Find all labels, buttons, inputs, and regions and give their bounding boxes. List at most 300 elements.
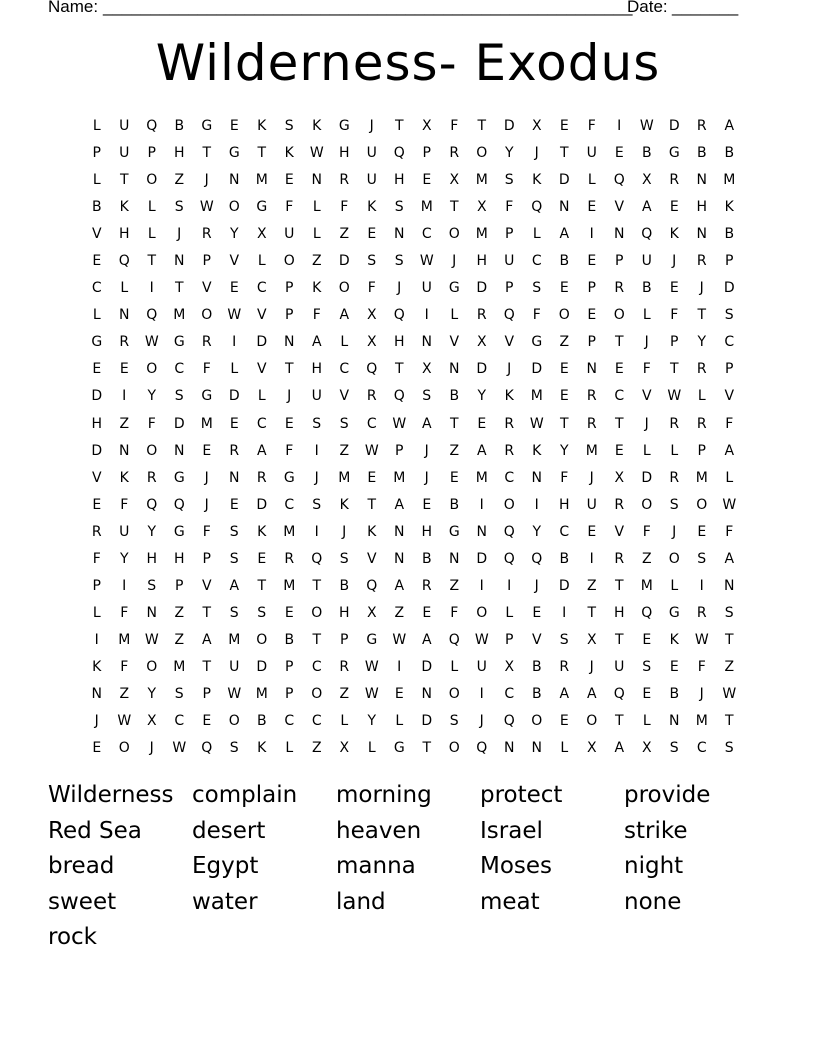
grid-letter[interactable]: R	[696, 361, 707, 378]
grid-letter[interactable]: M	[200, 415, 213, 432]
grid-letter[interactable]: G	[448, 523, 460, 540]
grid-letter[interactable]: N	[724, 577, 735, 594]
grid-letter[interactable]: A	[394, 577, 405, 594]
grid-letter[interactable]: F	[367, 280, 376, 297]
grid-letter[interactable]: E	[229, 415, 239, 432]
grid-letter[interactable]: G	[201, 118, 213, 134]
grid-letter[interactable]: F	[340, 199, 349, 216]
grid-letter[interactable]: C	[311, 658, 322, 675]
grid-letter[interactable]: H	[146, 550, 158, 567]
grid-letter[interactable]: H	[696, 199, 708, 216]
grid-letter[interactable]: E	[559, 118, 569, 134]
grid-letter[interactable]: H	[393, 334, 405, 351]
grid-letter[interactable]: E	[587, 253, 597, 270]
grid-letter[interactable]: A	[724, 550, 735, 567]
grid-letter[interactable]: A	[421, 415, 432, 432]
grid-letter[interactable]: Q	[503, 307, 515, 324]
grid-letter[interactable]: G	[201, 388, 213, 405]
grid-letter[interactable]: O	[448, 740, 460, 757]
grid-letter[interactable]: Q	[201, 740, 213, 757]
grid-letter[interactable]: J	[589, 469, 594, 486]
grid-letter[interactable]: T	[257, 145, 267, 162]
grid-letter[interactable]: N	[669, 713, 680, 730]
grid-letter[interactable]: F	[120, 496, 129, 513]
grid-letter[interactable]: J	[149, 740, 154, 757]
grid-letter[interactable]: W	[722, 685, 737, 702]
grid-letter[interactable]: Y	[147, 388, 157, 405]
grid-letter[interactable]: X	[641, 172, 652, 189]
grid-letter[interactable]: R	[284, 550, 295, 567]
grid-letter[interactable]: B	[449, 388, 460, 405]
grid-letter[interactable]: O	[531, 713, 543, 730]
grid-letter[interactable]: N	[119, 442, 130, 459]
grid-letter[interactable]: K	[367, 523, 377, 540]
grid-letter[interactable]: N	[119, 307, 130, 324]
grid-letter[interactable]: U	[614, 658, 625, 675]
grid-letter[interactable]: B	[641, 145, 652, 162]
grid-letter[interactable]: R	[614, 550, 625, 567]
grid-letter[interactable]: Z	[174, 604, 185, 621]
grid-letter[interactable]: G	[448, 280, 460, 297]
grid-letter[interactable]: W	[227, 307, 242, 324]
grid-letter[interactable]: S	[284, 118, 294, 134]
grid-letter[interactable]: R	[559, 658, 570, 675]
grid-letter[interactable]: T	[367, 496, 377, 513]
grid-letter[interactable]: S	[642, 658, 652, 675]
grid-letter[interactable]: L	[285, 740, 294, 757]
grid-letter[interactable]: I	[479, 685, 484, 702]
grid-letter[interactable]: D	[531, 361, 543, 378]
grid-letter[interactable]: N	[311, 172, 322, 189]
grid-letter[interactable]: X	[476, 199, 487, 216]
grid-letter[interactable]: J	[589, 658, 594, 675]
grid-letter[interactable]: E	[587, 307, 597, 324]
grid-letter[interactable]: J	[204, 469, 209, 486]
grid-letter[interactable]: S	[394, 199, 404, 216]
grid-letter[interactable]: W	[529, 415, 544, 432]
grid-letter[interactable]: U	[366, 145, 377, 162]
grid-letter[interactable]: R	[669, 469, 680, 486]
grid-letter[interactable]: F	[312, 307, 321, 324]
grid-letter[interactable]: R	[504, 442, 515, 459]
grid-letter[interactable]: Q	[146, 496, 158, 513]
grid-letter[interactable]: T	[449, 415, 459, 432]
grid-letter[interactable]: K	[92, 658, 102, 675]
grid-letter[interactable]: M	[475, 226, 488, 243]
grid-letter[interactable]: G	[91, 334, 103, 351]
grid-letter[interactable]: R	[586, 415, 597, 432]
grid-letter[interactable]: V	[256, 361, 267, 378]
grid-letter[interactable]: P	[202, 253, 211, 270]
grid-letter[interactable]: Q	[476, 740, 488, 757]
grid-letter[interactable]: J	[672, 253, 677, 270]
grid-letter[interactable]: E	[257, 550, 267, 567]
grid-letter[interactable]: J	[94, 713, 99, 730]
grid-letter[interactable]: C	[724, 334, 735, 351]
grid-letter[interactable]: Y	[697, 334, 707, 351]
grid-letter[interactable]: O	[146, 361, 158, 378]
grid-letter[interactable]: P	[175, 577, 184, 594]
grid-letter[interactable]: M	[173, 658, 186, 675]
grid-letter[interactable]: F	[147, 415, 156, 432]
grid-letter[interactable]: D	[723, 280, 735, 297]
grid-letter[interactable]: D	[558, 172, 570, 189]
grid-letter[interactable]: M	[283, 577, 296, 594]
grid-letter[interactable]: M	[338, 469, 351, 486]
grid-letter[interactable]: O	[256, 631, 268, 648]
grid-letter[interactable]: S	[174, 388, 184, 405]
grid-letter[interactable]: M	[695, 713, 708, 730]
grid-letter[interactable]: Q	[393, 307, 405, 324]
grid-letter[interactable]: P	[92, 145, 101, 162]
grid-letter[interactable]: L	[147, 226, 156, 243]
grid-letter[interactable]: D	[91, 388, 103, 405]
grid-letter[interactable]: V	[614, 523, 625, 540]
grid-letter[interactable]: F	[697, 658, 706, 675]
grid-letter[interactable]: C	[256, 415, 267, 432]
grid-letter[interactable]: V	[724, 388, 735, 405]
grid-letter[interactable]: Q	[366, 361, 378, 378]
grid-letter[interactable]: O	[641, 496, 653, 513]
grid-letter[interactable]: I	[424, 307, 429, 324]
grid-letter[interactable]: R	[201, 334, 212, 351]
grid-letter[interactable]: L	[230, 361, 239, 378]
grid-letter[interactable]: H	[118, 226, 130, 243]
grid-letter[interactable]: W	[639, 118, 654, 134]
grid-letter[interactable]: B	[531, 658, 542, 675]
grid-letter[interactable]: O	[311, 685, 323, 702]
grid-letter[interactable]: O	[448, 226, 460, 243]
grid-letter[interactable]: R	[586, 388, 597, 405]
grid-letter[interactable]: R	[119, 334, 130, 351]
grid-letter[interactable]: I	[699, 577, 704, 594]
grid-letter[interactable]: D	[421, 713, 433, 730]
grid-letter[interactable]: N	[696, 226, 707, 243]
grid-letter[interactable]: M	[255, 685, 268, 702]
grid-letter[interactable]: T	[312, 631, 322, 648]
grid-letter[interactable]: X	[366, 307, 377, 324]
grid-letter[interactable]: W	[144, 631, 159, 648]
grid-letter[interactable]: H	[173, 145, 185, 162]
grid-letter[interactable]: G	[366, 631, 378, 648]
grid-letter[interactable]: A	[614, 740, 625, 757]
grid-letter[interactable]: X	[146, 713, 157, 730]
grid-letter[interactable]: R	[696, 604, 707, 621]
grid-letter[interactable]: L	[670, 577, 679, 594]
grid-letter[interactable]: E	[642, 631, 652, 648]
grid-letter[interactable]: K	[119, 469, 129, 486]
grid-letter[interactable]: Q	[503, 523, 515, 540]
grid-letter[interactable]: I	[589, 226, 594, 243]
grid-letter[interactable]: J	[507, 361, 512, 378]
grid-letter[interactable]: V	[229, 253, 240, 270]
grid-letter[interactable]: X	[614, 469, 625, 486]
grid-letter[interactable]: E	[284, 415, 294, 432]
grid-letter[interactable]: P	[505, 280, 514, 297]
grid-letter[interactable]: W	[667, 388, 682, 405]
grid-letter[interactable]: J	[369, 118, 374, 134]
grid-letter[interactable]: S	[724, 604, 734, 621]
grid-letter[interactable]: O	[696, 496, 708, 513]
grid-letter[interactable]: Z	[339, 226, 350, 243]
grid-letter[interactable]: A	[559, 685, 570, 702]
grid-letter[interactable]: B	[174, 118, 185, 134]
grid-letter[interactable]: E	[669, 658, 679, 675]
grid-letter[interactable]: O	[476, 604, 488, 621]
grid-letter[interactable]: N	[229, 172, 240, 189]
grid-letter[interactable]: J	[699, 685, 704, 702]
grid-letter[interactable]: X	[504, 658, 515, 675]
grid-letter[interactable]: X	[421, 361, 432, 378]
grid-letter[interactable]: L	[92, 172, 101, 189]
grid-letter[interactable]: G	[173, 523, 185, 540]
grid-letter[interactable]: U	[119, 145, 130, 162]
grid-letter[interactable]: Q	[146, 118, 158, 134]
grid-letter[interactable]: N	[174, 253, 185, 270]
grid-letter[interactable]: T	[724, 713, 734, 730]
grid-letter[interactable]: U	[119, 523, 130, 540]
grid-letter[interactable]: M	[118, 631, 131, 648]
grid-letter[interactable]: L	[395, 713, 404, 730]
grid-letter[interactable]: G	[256, 199, 268, 216]
grid-letter[interactable]: L	[642, 307, 651, 324]
grid-letter[interactable]: K	[532, 172, 542, 189]
grid-letter[interactable]: Z	[394, 604, 405, 621]
grid-letter[interactable]: O	[338, 280, 350, 297]
grid-letter[interactable]: U	[586, 496, 597, 513]
grid-letter[interactable]: T	[724, 631, 734, 648]
grid-letter[interactable]: S	[367, 253, 377, 270]
grid-letter[interactable]: O	[146, 442, 158, 459]
grid-letter[interactable]: K	[257, 740, 267, 757]
grid-letter[interactable]: S	[174, 199, 184, 216]
grid-letter[interactable]: Q	[146, 307, 158, 324]
grid-letter[interactable]: Q	[531, 199, 543, 216]
grid-letter[interactable]: Y	[367, 713, 377, 730]
grid-letter[interactable]: L	[340, 334, 349, 351]
grid-letter[interactable]: E	[92, 361, 102, 378]
grid-letter[interactable]: R	[614, 280, 625, 297]
grid-letter[interactable]: G	[173, 334, 185, 351]
grid-letter[interactable]: S	[257, 604, 267, 621]
grid-letter[interactable]: K	[669, 631, 679, 648]
grid-letter[interactable]: T	[669, 361, 679, 378]
grid-letter[interactable]: K	[312, 118, 322, 134]
grid-letter[interactable]: R	[146, 469, 157, 486]
grid-letter[interactable]: X	[449, 172, 460, 189]
grid-letter[interactable]: E	[422, 172, 432, 189]
grid-letter[interactable]: H	[173, 550, 185, 567]
grid-letter[interactable]: K	[669, 226, 679, 243]
grid-letter[interactable]: H	[421, 523, 433, 540]
grid-letter[interactable]: E	[422, 496, 432, 513]
grid-letter[interactable]: L	[257, 388, 266, 405]
grid-letter[interactable]: L	[642, 442, 651, 459]
grid-letter[interactable]: N	[531, 740, 542, 757]
grid-letter[interactable]: R	[614, 496, 625, 513]
grid-letter[interactable]: N	[91, 685, 102, 702]
grid-letter[interactable]: B	[559, 253, 570, 270]
grid-letter[interactable]: Q	[366, 577, 378, 594]
grid-letter[interactable]: O	[476, 145, 488, 162]
grid-letter[interactable]: N	[394, 523, 405, 540]
grid-letter[interactable]: N	[586, 361, 597, 378]
grid-letter[interactable]: B	[724, 226, 735, 243]
grid-letter[interactable]: E	[394, 685, 404, 702]
name-field[interactable]: ________________________________________________________	[103, 0, 633, 16]
grid-letter[interactable]: L	[120, 280, 129, 297]
grid-letter[interactable]: T	[312, 577, 322, 594]
grid-letter[interactable]: D	[256, 658, 268, 675]
grid-letter[interactable]: B	[724, 145, 735, 162]
grid-letter[interactable]: P	[725, 253, 734, 270]
grid-letter[interactable]: T	[119, 172, 129, 189]
grid-letter[interactable]: J	[287, 388, 292, 405]
grid-letter[interactable]: L	[147, 199, 156, 216]
grid-letter[interactable]: W	[419, 253, 434, 270]
grid-letter[interactable]: R	[504, 415, 515, 432]
grid-letter[interactable]: I	[507, 577, 512, 594]
grid-letter[interactable]: F	[120, 658, 129, 675]
grid-letter[interactable]: R	[256, 469, 267, 486]
grid-letter[interactable]: C	[284, 496, 295, 513]
grid-letter[interactable]: I	[314, 442, 319, 459]
grid-letter[interactable]: D	[421, 658, 433, 675]
grid-letter[interactable]: J	[452, 253, 457, 270]
grid-letter[interactable]: S	[724, 740, 734, 757]
grid-letter[interactable]: M	[393, 469, 406, 486]
grid-letter[interactable]: F	[725, 415, 734, 432]
grid-letter[interactable]: H	[476, 253, 488, 270]
grid-letter[interactable]: K	[504, 388, 514, 405]
grid-letter[interactable]: N	[394, 226, 405, 243]
grid-letter[interactable]: J	[204, 496, 209, 513]
grid-letter[interactable]: E	[532, 604, 542, 621]
grid-letter[interactable]: Z	[119, 685, 130, 702]
grid-letter[interactable]: I	[397, 658, 402, 675]
grid-letter[interactable]: N	[421, 685, 432, 702]
grid-letter[interactable]: D	[173, 415, 185, 432]
grid-letter[interactable]: T	[614, 334, 624, 351]
grid-letter[interactable]: G	[393, 740, 405, 757]
grid-letter[interactable]: X	[531, 118, 542, 134]
grid-letter[interactable]: R	[339, 658, 350, 675]
grid-letter[interactable]: Q	[641, 226, 653, 243]
grid-letter[interactable]: M	[695, 469, 708, 486]
grid-letter[interactable]: A	[201, 631, 212, 648]
grid-letter[interactable]: A	[229, 577, 240, 594]
grid-letter[interactable]: T	[697, 307, 707, 324]
grid-letter[interactable]: S	[697, 550, 707, 567]
grid-letter[interactable]: H	[613, 604, 625, 621]
grid-letter[interactable]: L	[642, 713, 651, 730]
grid-letter[interactable]: O	[668, 550, 680, 567]
grid-letter[interactable]: X	[366, 604, 377, 621]
grid-letter[interactable]: W	[364, 685, 379, 702]
grid-letter[interactable]: D	[476, 550, 488, 567]
grid-letter[interactable]: T	[559, 145, 569, 162]
grid-letter[interactable]: O	[586, 713, 598, 730]
grid-letter[interactable]: Q	[613, 172, 625, 189]
grid-letter[interactable]: U	[586, 145, 597, 162]
grid-letter[interactable]: K	[724, 199, 734, 216]
grid-letter[interactable]: L	[505, 604, 514, 621]
grid-letter[interactable]: E	[449, 469, 459, 486]
grid-letter[interactable]: E	[559, 280, 569, 297]
grid-letter[interactable]: O	[311, 604, 323, 621]
grid-letter[interactable]: T	[587, 604, 597, 621]
grid-letter[interactable]: Z	[449, 577, 460, 594]
grid-letter[interactable]: W	[172, 740, 187, 757]
grid-letter[interactable]: A	[394, 496, 405, 513]
grid-letter[interactable]: E	[229, 496, 239, 513]
grid-letter[interactable]: P	[670, 334, 679, 351]
grid-letter[interactable]: L	[560, 740, 569, 757]
grid-letter[interactable]: V	[91, 469, 102, 486]
grid-letter[interactable]: B	[669, 685, 680, 702]
grid-letter[interactable]: D	[503, 118, 515, 134]
grid-letter[interactable]: P	[340, 631, 349, 648]
grid-letter[interactable]: Q	[641, 604, 653, 621]
grid-letter[interactable]: Z	[559, 334, 570, 351]
grid-letter[interactable]: V	[449, 334, 460, 351]
grid-letter[interactable]: L	[92, 307, 101, 324]
grid-letter[interactable]: L	[257, 253, 266, 270]
grid-letter[interactable]: G	[338, 118, 350, 134]
grid-letter[interactable]: P	[202, 550, 211, 567]
grid-letter[interactable]: I	[122, 388, 127, 405]
grid-letter[interactable]: P	[587, 280, 596, 297]
grid-letter[interactable]: R	[476, 307, 487, 324]
grid-letter[interactable]: R	[696, 253, 707, 270]
grid-letter[interactable]: M	[283, 523, 296, 540]
grid-letter[interactable]: U	[284, 226, 295, 243]
grid-letter[interactable]: T	[174, 280, 184, 297]
grid-letter[interactable]: Z	[174, 631, 185, 648]
grid-letter[interactable]: M	[475, 172, 488, 189]
grid-letter[interactable]: F	[725, 523, 734, 540]
grid-letter[interactable]: D	[91, 442, 103, 459]
grid-letter[interactable]: C	[91, 280, 102, 297]
grid-letter[interactable]: G	[283, 469, 295, 486]
grid-letter[interactable]: V	[91, 226, 102, 243]
grid-letter[interactable]: Y	[504, 145, 514, 162]
grid-letter[interactable]: Z	[339, 442, 350, 459]
grid-letter[interactable]: E	[229, 118, 239, 134]
grid-letter[interactable]: P	[285, 685, 294, 702]
grid-letter[interactable]: I	[232, 334, 237, 351]
grid-letter[interactable]: I	[479, 496, 484, 513]
grid-letter[interactable]: E	[642, 685, 652, 702]
grid-letter[interactable]: P	[285, 280, 294, 297]
grid-letter[interactable]: X	[476, 334, 487, 351]
grid-letter[interactable]: P	[615, 253, 624, 270]
grid-letter[interactable]: A	[476, 442, 487, 459]
grid-letter[interactable]: F	[450, 604, 459, 621]
grid-letter[interactable]: N	[614, 226, 625, 243]
grid-letter[interactable]: O	[146, 172, 158, 189]
grid-letter[interactable]: S	[559, 631, 569, 648]
grid-letter[interactable]: R	[696, 118, 707, 134]
grid-letter[interactable]: Q	[118, 253, 130, 270]
grid-letter[interactable]: M	[173, 307, 186, 324]
grid-letter[interactable]: C	[696, 740, 707, 757]
grid-letter[interactable]: S	[504, 172, 514, 189]
grid-letter[interactable]: N	[421, 334, 432, 351]
grid-letter[interactable]: Y	[477, 388, 487, 405]
grid-letter[interactable]: Z	[586, 577, 597, 594]
grid-letter[interactable]: D	[668, 118, 680, 134]
